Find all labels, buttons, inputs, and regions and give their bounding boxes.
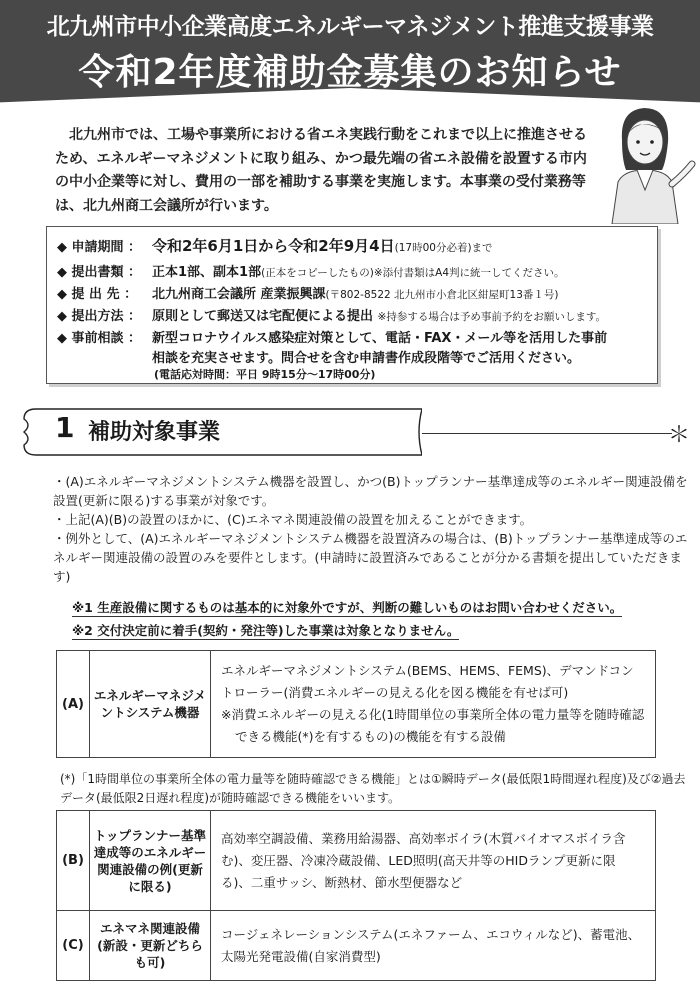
dest-label: ◆ 提 出 先 ：	[57, 287, 138, 302]
intro-text	[55, 124, 590, 218]
consult-label: ◆ 事前相談 ：	[57, 331, 142, 346]
description-a-main: エネルギーマネジメントシステム(BEMS、HEMS、FEMS)、デマンドコントローラー(消費エネルギーの見える化を図る機能を有せば可)	[221, 663, 634, 700]
info-consult-cont	[152, 347, 580, 366]
row-label-c: (C)	[57, 911, 90, 981]
section-heading-frame	[22, 403, 422, 461]
bullet-list	[53, 472, 693, 586]
table-row	[57, 911, 656, 981]
docs-value: 正本1部、副本1部	[152, 265, 262, 280]
table-bc	[56, 810, 656, 981]
period-label: ◆ 申請期間 ：	[57, 240, 142, 255]
section-title: 補助対象事業	[88, 420, 221, 445]
header-title: 令和2年度補助金募集のお知らせ	[78, 52, 622, 93]
consult-line2: 相談を充実させます。問合せを含む申請書作成段階等でご活用ください。	[152, 351, 580, 366]
row-label-b: (B)	[57, 811, 90, 911]
table-row	[57, 811, 656, 911]
period-note: (17時00分必着)まで	[394, 242, 493, 254]
period-value: 令和2年6月1日から令和2年9月4日	[152, 237, 395, 255]
category-a: エネルギーマネジメントシステム機器	[90, 651, 211, 758]
info-consult	[57, 327, 607, 346]
section-star: ＊	[668, 423, 691, 448]
footnote: (*)「1時間単位の事業所全体の電力量等を随時確認できる機能」とは①瞬時データ(最低限1時間遅れ程度)及び②過去データ(最低限2日遅れ程度)が随時確認できる機能をいいます。	[60, 772, 686, 805]
description-c: コージェネレーションシステム(エネファーム、エコウィルなど)、蓄電池、太陽光発電設備(自家消費型)	[211, 911, 656, 981]
info-consult-hours: (電話応対時間：平日 9時15分～17時00分)	[154, 368, 376, 381]
bullet-item: ・(A)エネルギーマネジメントシステム機器を設置し、かつ(B)トップランナー基準達成等のエネルギー関連設備を設置(更新に限る)する事業が対象です。	[53, 474, 688, 508]
application-info-box	[46, 226, 658, 384]
section-rule	[422, 433, 672, 434]
description-b: 高効率空調設備、業務用給湯器、高効率ボイラ(木質バイオマスボイラ含む)、変圧器、冷凍冷蔵設備、LED照明(高天井等のHIDランプ更新に限る)、二重サッシ、断熱材、節水型便器など	[211, 811, 656, 911]
docs-note: (正本をコピーしたもの)※添付書類はA4判に統一してください。	[261, 267, 565, 279]
method-value: 原則として郵送又は宅配便による提出	[152, 309, 374, 324]
row-label-a: (A)	[57, 651, 90, 758]
info-destination	[57, 283, 558, 302]
dest-value: 北九州商工会議所 産業振興課	[152, 287, 326, 302]
header-subtitle: 北九州市中小企業高度エネルギーマネジメント推進支援事業	[46, 14, 654, 40]
bullet-item: ・例外として、(A)エネルギーマネジメントシステム機器を設置済みの場合は、(B)トップランナー基準達成等のエネルギー関連設備の設置のみを要件とします。(申請時に設置済みであることが分かる書類を提出していただきます)	[53, 531, 688, 584]
note-1: ※1 生産設備に関するものは基本的に対象外ですが、判断の難しいものはお問い合わせください。	[72, 600, 623, 615]
dest-note: (〒802-8522 北九州市小倉北区紺屋町13番１号)	[325, 289, 559, 301]
consult-line1: 新型コロナウイルス感染症対策として、電話・FAX・メール等を活用した事前	[152, 331, 608, 346]
presenter-illustration	[592, 100, 696, 224]
table-a	[56, 650, 656, 758]
info-method	[57, 305, 606, 324]
category-c: エネマネ関連設備(新設・更新どちらも可)	[90, 911, 211, 981]
method-label: ◆ 提出方法 ：	[57, 309, 142, 324]
method-note: ※持参する場合は予め事前予約をお願いします。	[377, 311, 607, 323]
info-period	[57, 235, 493, 256]
bullet-item: ・上記(A)(B)の設置のほかに、(C)エネマネ関連設備の設置を加えることができます。	[53, 512, 533, 527]
docs-label: ◆ 提出書類 ：	[57, 265, 142, 280]
note-2: ※2 交付決定前に着手(契約・発注等)した事業は対象となりません。	[72, 623, 460, 638]
info-documents	[57, 261, 565, 280]
section-number: 1	[55, 411, 75, 444]
intro-paragraph: 北九州市では、工場や事業所における省エネ実践行動をこれまで以上に推進させるため、エネルギーマネジメントに取り組み、かつ最先端の省エネ設備を設置する市内の中小企業等に対し、費用の一部を補助する事業を実施します。本事業の受付業務等は、北九州商工会議所が行います。	[55, 127, 587, 214]
description-a-note: ※消費エネルギーの見える化(1時間単位の事業所全体の電力量等を随時確認できる機能(*)を有するもの)の機能を有する設備	[221, 707, 645, 744]
category-b: トップランナー基準達成等のエネルギー関連設備の例(更新に限る)	[90, 811, 211, 911]
description-a	[211, 651, 656, 758]
